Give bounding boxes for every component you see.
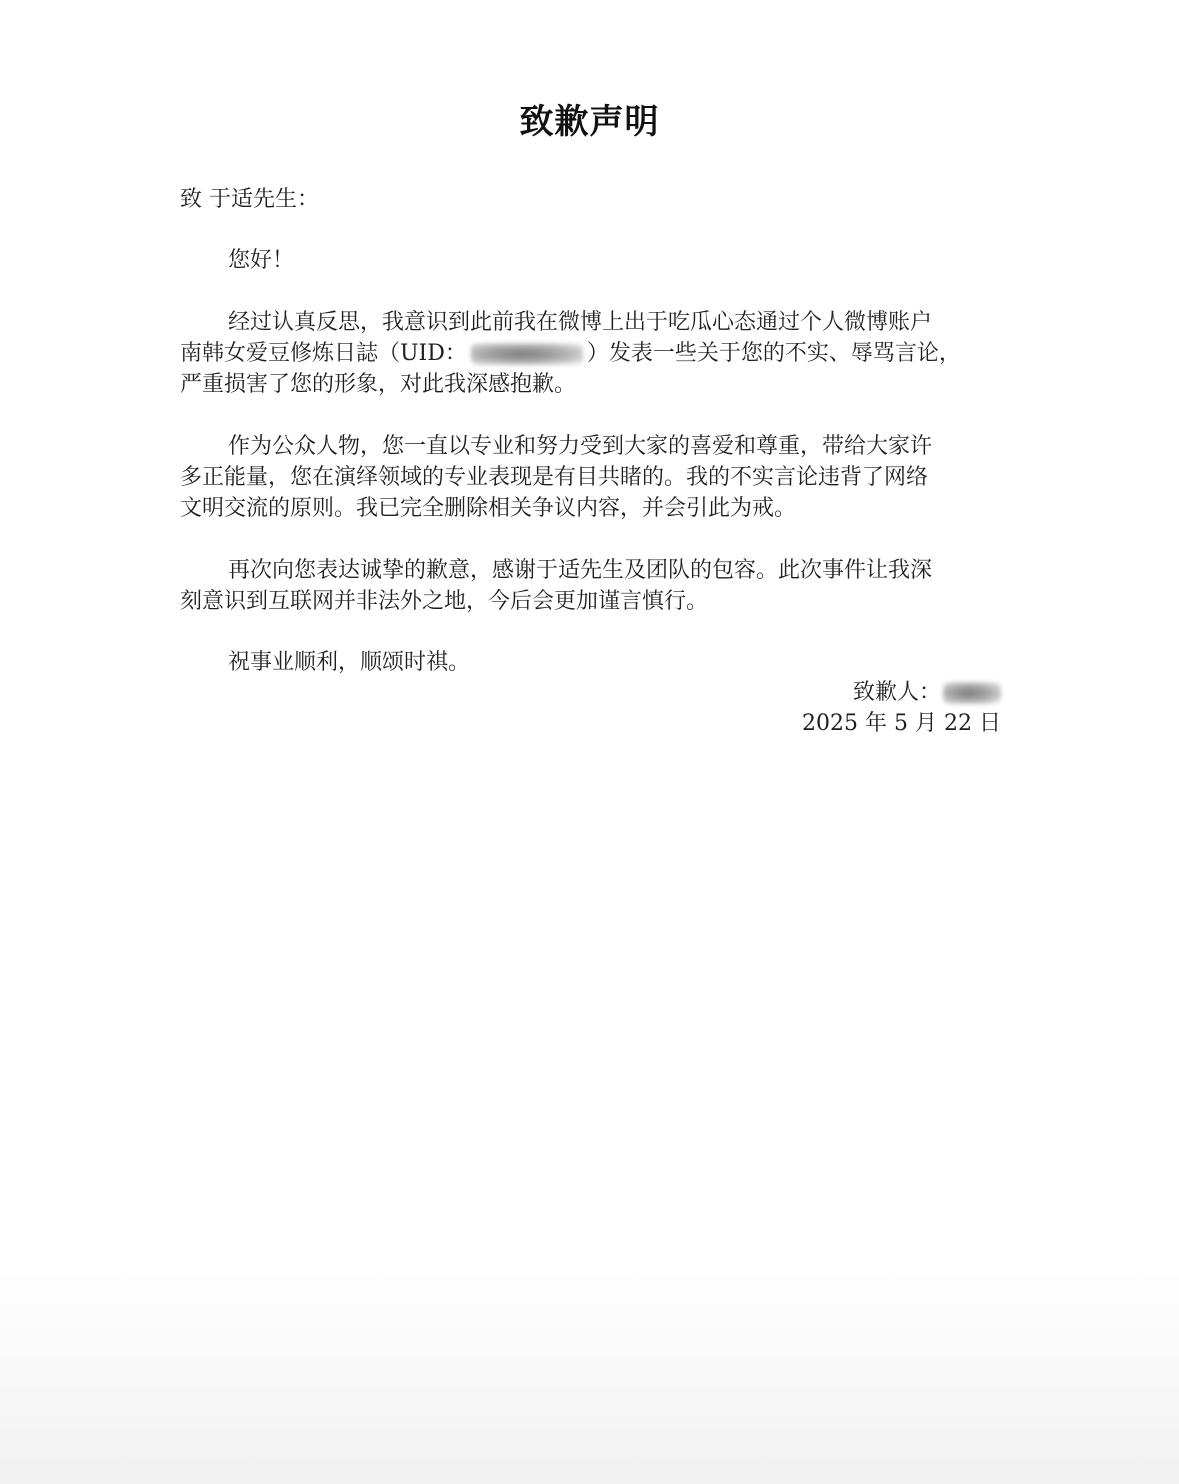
paragraph1-line1: 经过认真反思，我意识到此前我在微博上出于吃瓜心态通过个人微博账户 <box>228 310 933 335</box>
paragraph1-line3: 严重损害了您的形象，对此我深感抱歉。 <box>180 372 577 397</box>
closing-wish: 祝事业顺利，顺颂时祺。 <box>228 650 471 675</box>
paragraph2-line3: 文明交流的原则。我已完全删除相关争议内容，并会引此为戒。 <box>180 496 797 521</box>
paragraph1-line2-end: ）发表一些关于您的不实、辱骂言论， <box>586 341 961 366</box>
paragraph1-line2-start: 南韩女爱豆修炼日誌（UID： <box>180 341 467 366</box>
redacted-signature <box>943 682 1001 704</box>
signature-line <box>853 677 1001 709</box>
paragraph2-line2: 多正能量，您在演绎领域的专业表现是有目共睹的。我的不实言论违背了网络 <box>180 465 929 490</box>
paragraph3-line2: 刻意识到互联网并非法外之地，今后会更加谨言慎行。 <box>180 589 709 614</box>
letter-date: 2025 年 5 月 22 日 <box>802 711 1001 736</box>
document-title: 致歉声明 <box>519 102 660 142</box>
salutation: 致 于适先生： <box>180 187 319 212</box>
paragraph2-line1: 作为公众人物，您一直以专业和努力受到大家的喜爱和尊重，带给大家许 <box>228 434 933 459</box>
greeting: 您好！ <box>228 248 295 273</box>
redacted-uid <box>471 343 583 365</box>
paragraph1-line2 <box>180 338 961 370</box>
paragraph3-line1: 再次向您表达诚挚的歉意，感谢于适先生及团队的包容。此次事件让我深 <box>228 558 933 583</box>
signature-label: 致歉人： <box>852 680 941 705</box>
